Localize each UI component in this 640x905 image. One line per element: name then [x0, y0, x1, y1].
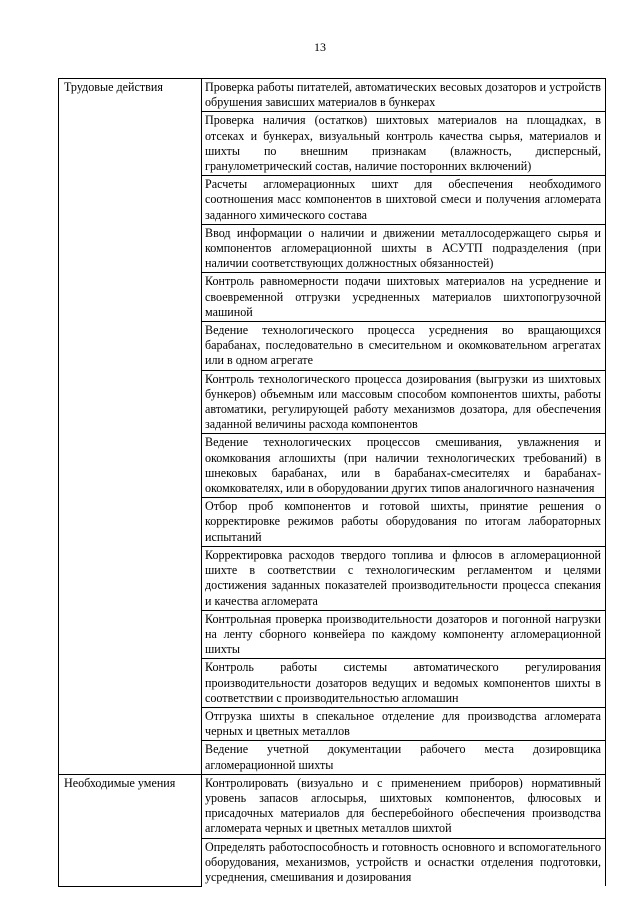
section-label-required-skills: Необходимые умения: [59, 774, 202, 838]
table-row: [59, 224, 606, 273]
label-cell-empty: [59, 741, 202, 774]
label-cell-empty: [59, 370, 202, 434]
table-row: [59, 370, 606, 434]
table-row: [59, 838, 606, 886]
labor-action-item: Контрольная проверка производительности дозаторов и погонной нагрузки на ленту сборного конвейера по каждому компоненту агломерационной шихты: [202, 610, 606, 659]
label-cell-empty: [59, 610, 202, 659]
label-cell-empty: [59, 273, 202, 322]
label-cell-empty: [59, 434, 202, 498]
label-cell-empty: [59, 498, 202, 547]
labor-action-item: Отбор проб компонентов и готовой шихты, принятие решения о корректировке режимов работы оборудования по итогам лабораторных испытаний: [202, 498, 606, 547]
labor-action-item: Ввод информации о наличии и движении металлосодержащего сырья и компонентов агломерационной шихты в АСУТП подразделения (при наличии соответствующих должностных обязанностей): [202, 224, 606, 273]
label-cell-empty: [59, 176, 202, 225]
label-cell-empty: [59, 838, 202, 886]
table-row: [59, 273, 606, 322]
labor-action-item: Контроль равномерности подачи шихтовых материалов на усреднение и своевременной отгрузки усредненных материалов шихтопогрузочной машиной: [202, 273, 606, 322]
label-cell-empty: [59, 707, 202, 740]
labor-action-item: Проверка работы питателей, автоматических весовых дозаторов и устройств обрушения зависших материалов в бункерах: [202, 79, 606, 112]
skill-item: Контролировать (визуально и с применением приборов) нормативный уровень запасов аглосырья, шихтовых компонентов, флюсовых и присадочных материалов для бесперебойного обеспечения производства агломерата черных и цветных металлов шихтой: [202, 774, 606, 838]
labor-action-item: Отгрузка шихты в спекальное отделение для производства агломерата черных и цветных металлов: [202, 707, 606, 740]
table-row: [59, 659, 606, 708]
table-row: [59, 546, 606, 610]
labor-action-item: Ведение технологических процессов смешивания, увлажнения и окомкования аглошихты (при наличии технологических требований) в шнековых барабанах, или в барабанах-смесителях и барабанах-окомкователях, или в оборудовании других типов аналогичного назначения: [202, 434, 606, 498]
labor-action-item: Ведение технологического процесса усреднения во вращающихся барабанах, последовательно в смесительном и окомковательном агрегатах или в одном агрегате: [202, 322, 606, 371]
table-row: [59, 610, 606, 659]
table-row: [59, 741, 606, 774]
table-row: [59, 176, 606, 225]
table-row: [59, 322, 606, 371]
labor-action-item: Проверка наличия (остатков) шихтовых материалов на площадках, в отсеках и бункерах, визуальный контроль качества сырья, материалов и шихты по внешним признакам (влажность, дисперсный, гранулометрический состав, наличие посторонних включений): [202, 112, 606, 176]
labor-action-item: Контроль технологического процесса дозирования (выгрузки из шихтовых бункеров) объемным или массовым способом компонентов шихты, работы автоматики, регулирующей работу механизмов дозатора, для обеспечения заданной величины расхода компонентов: [202, 370, 606, 434]
labor-action-item: Корректировка расходов твердого топлива и флюсов в агломерационной шихте в соответствии с технологическим регламентом и целями достижения заданных показателей производительности процесса спекания и качества агломерата: [202, 546, 606, 610]
label-cell-empty: [59, 112, 202, 176]
page-number: 13: [314, 40, 326, 54]
table-row: [59, 774, 606, 838]
label-cell-empty: [59, 659, 202, 708]
label-cell-empty: [59, 546, 202, 610]
label-cell-empty: [59, 322, 202, 371]
label-cell-empty: [59, 224, 202, 273]
table-row: [59, 79, 606, 112]
labor-action-item: Ведение учетной документации рабочего места дозировщика агломерационной шихты: [202, 741, 606, 774]
table-row: [59, 707, 606, 740]
table-row: [59, 498, 606, 547]
table-row: [59, 112, 606, 176]
section-label-labor-actions: Трудовые действия: [59, 79, 202, 112]
skill-item: Определять работоспособность и готовность основного и вспомогательного оборудования, механизмов, устройств и оснастки отделения подготовки, усреднения, смешивания и дозирования: [202, 838, 606, 886]
table-row: [59, 434, 606, 498]
labor-action-item: Контроль работы системы автоматического регулирования производительности дозаторов ведущих и ведомых компонентов шихты в соответствии с производительностью агломашин: [202, 659, 606, 708]
requirements-table: [58, 78, 606, 887]
labor-action-item: Расчеты агломерационных шихт для обеспечения необходимого соотношения масс компонентов в шихтовой смеси и получения агломерата заданного химического состава: [202, 176, 606, 225]
